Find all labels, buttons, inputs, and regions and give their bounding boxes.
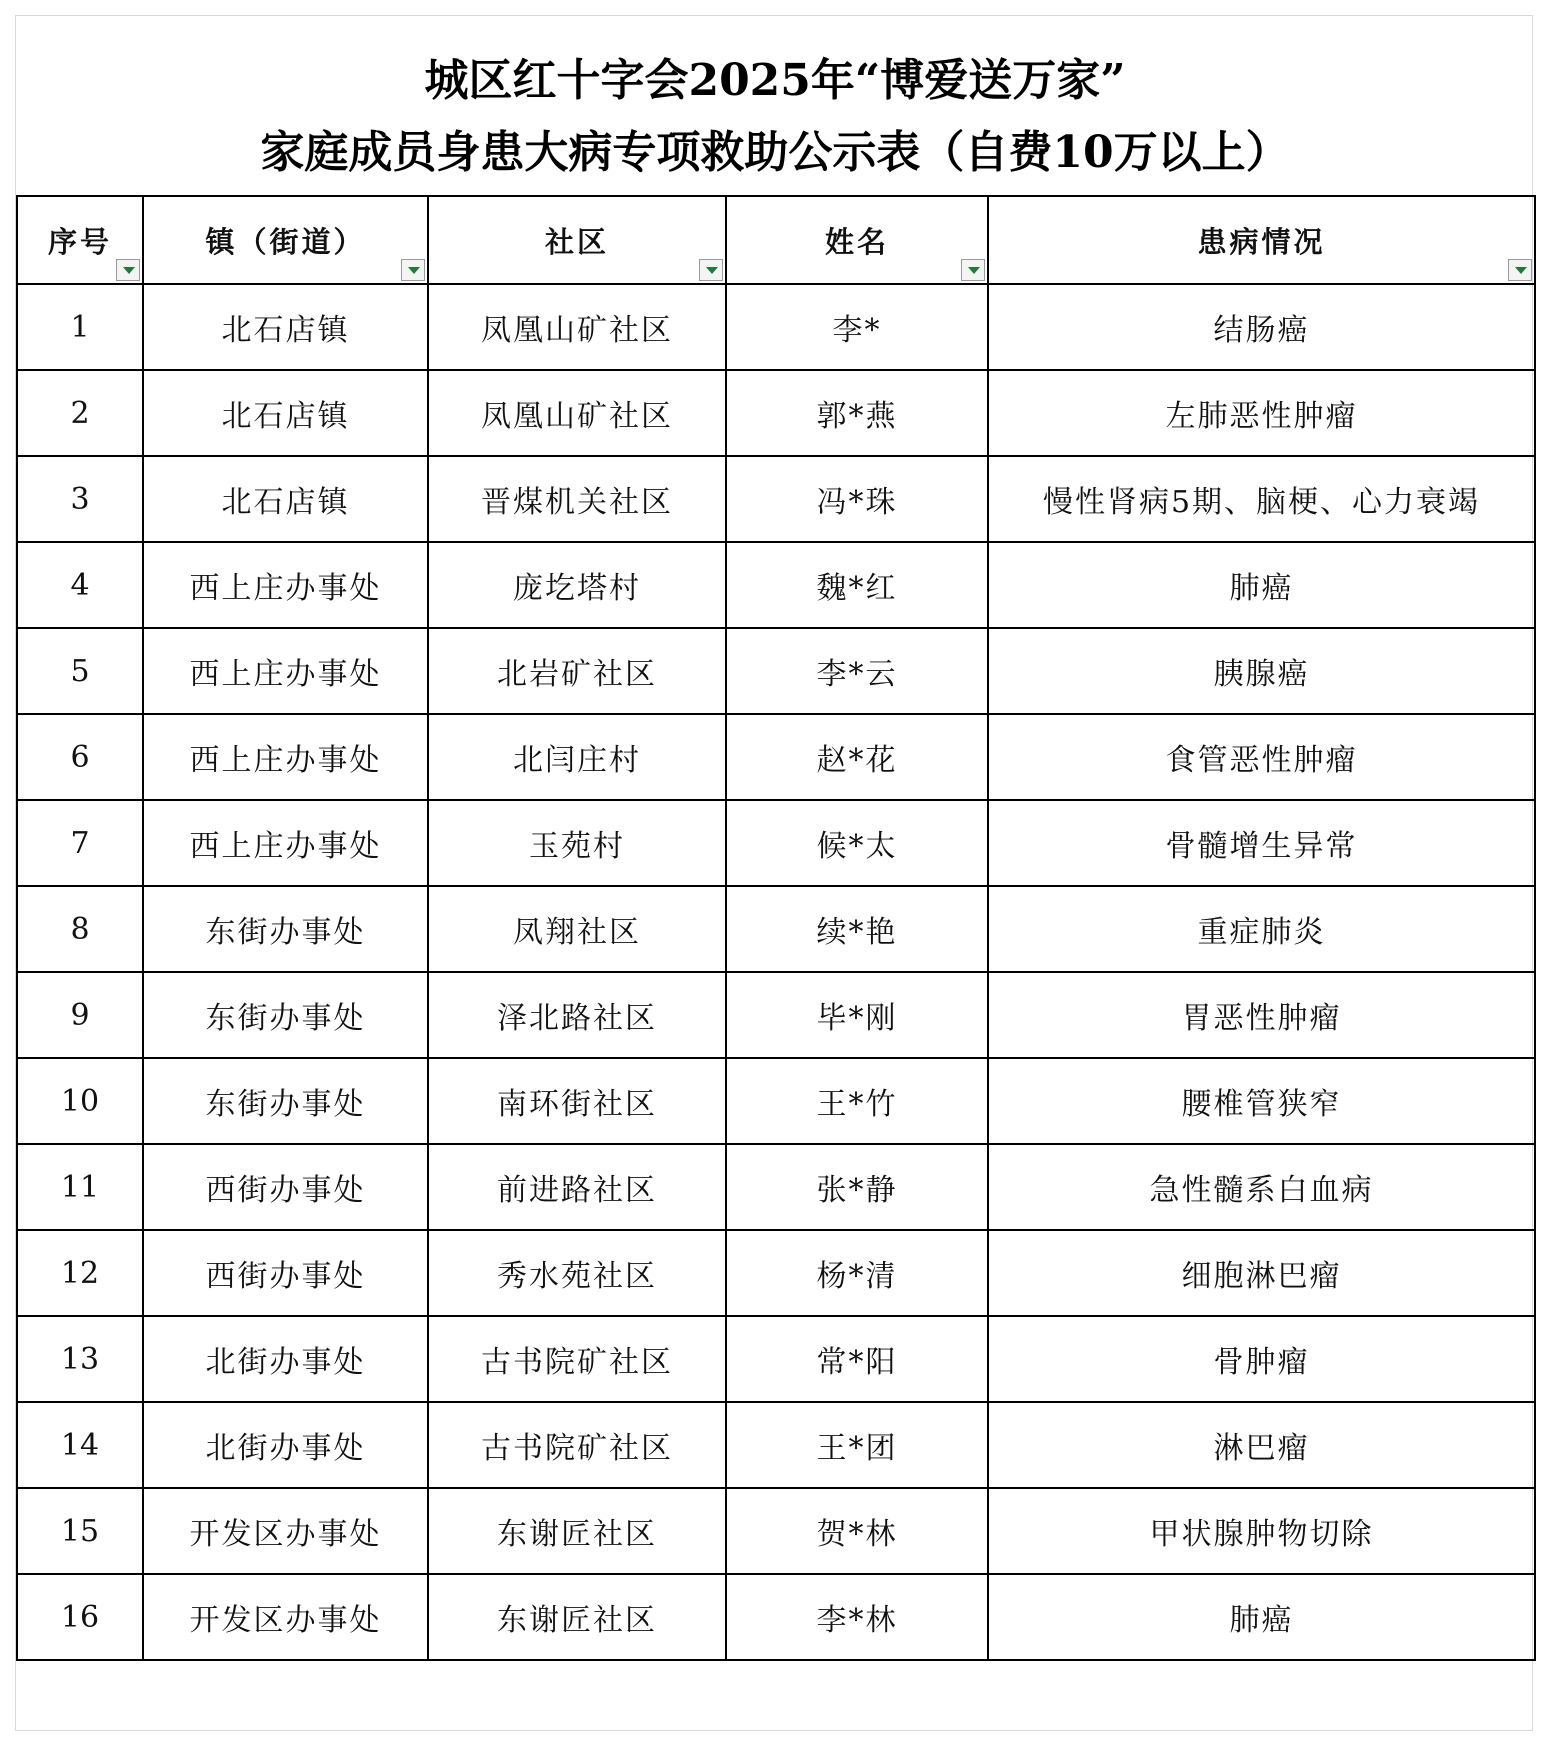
cell-index[interactable]: 9 — [17, 972, 143, 1058]
cell-community[interactable]: 古书院矿社区 — [428, 1316, 726, 1402]
cell-illness[interactable]: 左肺恶性肿瘤 — [988, 370, 1535, 456]
column-header-index — [17, 196, 143, 284]
cell-illness[interactable]: 慢性肾病5期、脑梗、心力衰竭 — [988, 456, 1535, 542]
cell-index[interactable]: 8 — [17, 886, 143, 972]
filter-dropdown-icon[interactable] — [961, 259, 985, 281]
filter-dropdown-icon[interactable] — [699, 259, 723, 281]
cell-name[interactable]: 常*阳 — [726, 1316, 988, 1402]
cell-index[interactable]: 15 — [17, 1488, 143, 1574]
column-header-name — [726, 196, 988, 284]
cell-community[interactable]: 凤凰山矿社区 — [428, 284, 726, 370]
cell-index[interactable]: 11 — [17, 1144, 143, 1230]
cell-index[interactable]: 2 — [17, 370, 143, 456]
table-row — [17, 1402, 1535, 1488]
table-row — [17, 1316, 1535, 1402]
cell-name[interactable]: 赵*花 — [726, 714, 988, 800]
cell-index[interactable]: 3 — [17, 456, 143, 542]
table-row — [17, 714, 1535, 800]
cell-community[interactable]: 秀水苑社区 — [428, 1230, 726, 1316]
spreadsheet-sheet — [15, 15, 1533, 1731]
cell-community[interactable]: 古书院矿社区 — [428, 1402, 726, 1488]
cell-illness[interactable]: 重症肺炎 — [988, 886, 1535, 972]
cell-community[interactable]: 玉苑村 — [428, 800, 726, 886]
cell-town[interactable]: 东街办事处 — [143, 886, 428, 972]
column-header-illness — [988, 196, 1535, 284]
cell-name[interactable]: 续*艳 — [726, 886, 988, 972]
cell-town[interactable]: 西街办事处 — [143, 1230, 428, 1316]
cell-index[interactable]: 4 — [17, 542, 143, 628]
cell-community[interactable]: 北闫庄村 — [428, 714, 726, 800]
cell-town[interactable]: 北石店镇 — [143, 284, 428, 370]
column-header-label: 序号 — [47, 224, 112, 259]
cell-illness[interactable]: 细胞淋巴瘤 — [988, 1230, 1535, 1316]
cell-illness[interactable]: 胰腺癌 — [988, 628, 1535, 714]
cell-index[interactable]: 10 — [17, 1058, 143, 1144]
cell-community[interactable]: 东谢匠社区 — [428, 1488, 726, 1574]
cell-illness[interactable]: 肺癌 — [988, 542, 1535, 628]
cell-index[interactable]: 7 — [17, 800, 143, 886]
table-row — [17, 800, 1535, 886]
cell-illness[interactable]: 肺癌 — [988, 1574, 1535, 1660]
filter-dropdown-icon[interactable] — [401, 259, 425, 281]
cell-town[interactable]: 西上庄办事处 — [143, 542, 428, 628]
cell-town[interactable]: 北石店镇 — [143, 370, 428, 456]
column-header-label: 患病情况 — [1197, 224, 1326, 259]
relief-table — [16, 195, 1536, 1661]
cell-illness[interactable]: 骨髓增生异常 — [988, 800, 1535, 886]
cell-name[interactable]: 冯*珠 — [726, 456, 988, 542]
table-row — [17, 886, 1535, 972]
table-row — [17, 1574, 1535, 1660]
cell-illness[interactable]: 食管恶性肿瘤 — [988, 714, 1535, 800]
header-row — [17, 196, 1535, 284]
cell-community[interactable]: 晋煤机关社区 — [428, 456, 726, 542]
cell-index[interactable]: 1 — [17, 284, 143, 370]
cell-town[interactable]: 东街办事处 — [143, 1058, 428, 1144]
cell-name[interactable]: 郭*燕 — [726, 370, 988, 456]
cell-index[interactable]: 16 — [17, 1574, 143, 1660]
cell-community[interactable]: 东谢匠社区 — [428, 1574, 726, 1660]
cell-name[interactable]: 李*云 — [726, 628, 988, 714]
title-block — [16, 16, 1534, 195]
cell-name[interactable]: 魏*红 — [726, 542, 988, 628]
cell-community[interactable]: 庞圪塔村 — [428, 542, 726, 628]
column-header-label: 姓名 — [824, 224, 889, 259]
cell-name[interactable]: 王*团 — [726, 1402, 988, 1488]
column-header-label: 镇（街道） — [205, 224, 366, 259]
cell-index[interactable]: 5 — [17, 628, 143, 714]
cell-name[interactable]: 李*林 — [726, 1574, 988, 1660]
column-header-town — [143, 196, 428, 284]
cell-name[interactable]: 杨*清 — [726, 1230, 988, 1316]
cell-illness[interactable]: 急性髓系白血病 — [988, 1144, 1535, 1230]
cell-community[interactable]: 南环街社区 — [428, 1058, 726, 1144]
cell-illness[interactable]: 甲状腺肿物切除 — [988, 1488, 1535, 1574]
cell-name[interactable]: 张*静 — [726, 1144, 988, 1230]
cell-town[interactable]: 西上庄办事处 — [143, 714, 428, 800]
cell-name[interactable]: 李* — [726, 284, 988, 370]
table-row — [17, 628, 1535, 714]
cell-town[interactable]: 北街办事处 — [143, 1316, 428, 1402]
table-row — [17, 1058, 1535, 1144]
cell-community[interactable]: 凤翔社区 — [428, 886, 726, 972]
cell-index[interactable]: 14 — [17, 1402, 143, 1488]
page-title-line-1: 城区红十字会2025年“博爱送万家” — [424, 55, 1126, 106]
cell-town[interactable]: 北石店镇 — [143, 456, 428, 542]
cell-town[interactable]: 开发区办事处 — [143, 1488, 428, 1574]
filter-dropdown-icon[interactable] — [1508, 259, 1532, 281]
filter-dropdown-icon[interactable] — [116, 259, 140, 281]
cell-illness[interactable]: 胃恶性肿瘤 — [988, 972, 1535, 1058]
cell-town[interactable]: 西上庄办事处 — [143, 800, 428, 886]
cell-index[interactable]: 6 — [17, 714, 143, 800]
cell-illness[interactable]: 腰椎管狭窄 — [988, 1058, 1535, 1144]
cell-community[interactable]: 前进路社区 — [428, 1144, 726, 1230]
cell-illness[interactable]: 淋巴瘤 — [988, 1402, 1535, 1488]
table-row — [17, 370, 1535, 456]
cell-name[interactable]: 贺*林 — [726, 1488, 988, 1574]
table-row — [17, 1144, 1535, 1230]
cell-illness[interactable]: 骨肿瘤 — [988, 1316, 1535, 1402]
cell-index[interactable]: 12 — [17, 1230, 143, 1316]
cell-town[interactable]: 开发区办事处 — [143, 1574, 428, 1660]
table-row — [17, 1488, 1535, 1574]
table-body — [17, 284, 1535, 1660]
table-row — [17, 542, 1535, 628]
cell-town[interactable]: 西街办事处 — [143, 1144, 428, 1230]
table-row — [17, 284, 1535, 370]
cell-index[interactable]: 13 — [17, 1316, 143, 1402]
column-header-community — [428, 196, 726, 284]
page-title-line-2: 家庭成员身患大病专项救助公示表（自费10万以上） — [260, 127, 1290, 178]
table-row — [17, 1230, 1535, 1316]
cell-community[interactable]: 凤凰山矿社区 — [428, 370, 726, 456]
cell-town[interactable]: 北街办事处 — [143, 1402, 428, 1488]
cell-town[interactable]: 西上庄办事处 — [143, 628, 428, 714]
cell-community[interactable]: 北岩矿社区 — [428, 628, 726, 714]
table-row — [17, 456, 1535, 542]
cell-town[interactable]: 东街办事处 — [143, 972, 428, 1058]
cell-name[interactable]: 王*竹 — [726, 1058, 988, 1144]
table-row — [17, 972, 1535, 1058]
cell-community[interactable]: 泽北路社区 — [428, 972, 726, 1058]
cell-name[interactable]: 毕*刚 — [726, 972, 988, 1058]
column-header-label: 社区 — [544, 224, 609, 259]
cell-name[interactable]: 候*太 — [726, 800, 988, 886]
cell-illness[interactable]: 结肠癌 — [988, 284, 1535, 370]
